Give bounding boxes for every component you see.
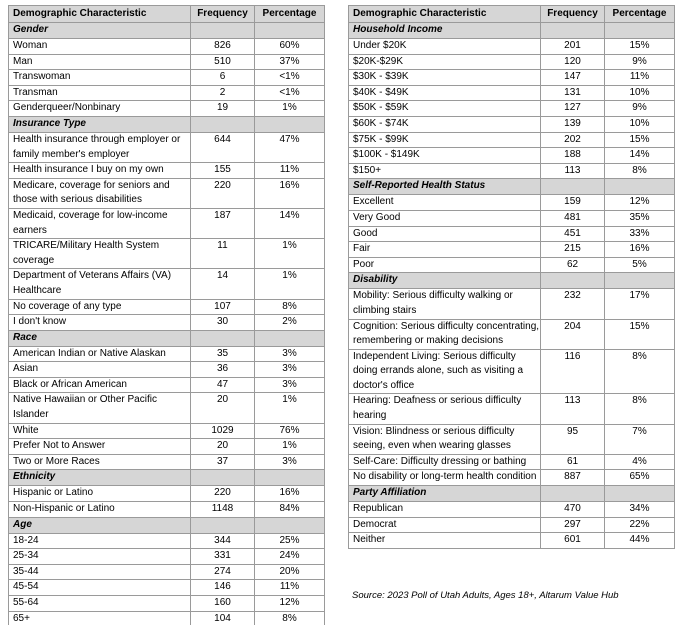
row-label: Good <box>349 226 541 242</box>
row-frequency: 120 <box>541 54 605 70</box>
row-label: Independent Living: Serious difficulty doing errands alone, such as visiting a doctor's office <box>349 349 541 394</box>
row-label: American Indian or Native Alaskan <box>9 346 191 362</box>
section-blank <box>541 23 605 39</box>
row-label: Health insurance I buy on my own <box>9 163 191 179</box>
table-row <box>9 549 325 565</box>
row-label: Native Hawaiian or Other Pacific Islander <box>9 393 191 423</box>
table-row <box>349 257 675 273</box>
row-label: $150+ <box>349 163 541 179</box>
row-frequency: 35 <box>191 346 255 362</box>
section-header-row <box>349 179 675 195</box>
row-label: Asian <box>9 362 191 378</box>
table-row <box>349 349 675 394</box>
row-percentage: 25% <box>255 533 325 549</box>
row-label: 45-54 <box>9 580 191 596</box>
row-percentage: 8% <box>255 299 325 315</box>
table-row <box>349 242 675 258</box>
row-frequency: 155 <box>191 163 255 179</box>
row-percentage: 65% <box>605 470 675 486</box>
row-frequency: 104 <box>191 611 255 625</box>
section-title: Insurance Type <box>9 116 191 132</box>
row-percentage: 9% <box>605 54 675 70</box>
row-label: Woman <box>9 39 191 55</box>
row-frequency: 62 <box>541 257 605 273</box>
table-row <box>9 346 325 362</box>
section-blank <box>255 470 325 486</box>
table-row <box>9 54 325 70</box>
table-row <box>9 269 325 299</box>
row-label: Health insurance through employer or family member's employer <box>9 132 191 162</box>
row-frequency: 601 <box>541 533 605 549</box>
row-frequency: 201 <box>541 39 605 55</box>
row-percentage: 16% <box>255 178 325 208</box>
row-frequency: 19 <box>191 101 255 117</box>
table-header-row <box>9 6 325 23</box>
table-row <box>349 116 675 132</box>
left-table-body <box>9 6 325 625</box>
section-blank <box>191 330 255 346</box>
section-blank <box>255 517 325 533</box>
section-header-row <box>9 23 325 39</box>
section-blank <box>541 486 605 502</box>
table-row <box>9 299 325 315</box>
row-percentage: 1% <box>255 269 325 299</box>
row-label: Department of Veterans Affairs (VA) Healthcare <box>9 269 191 299</box>
row-label: No coverage of any type <box>9 299 191 315</box>
row-percentage: <1% <box>255 70 325 86</box>
row-frequency: 331 <box>191 549 255 565</box>
section-blank <box>541 273 605 289</box>
section-title: Age <box>9 517 191 533</box>
table-row <box>9 101 325 117</box>
row-label: Poor <box>349 257 541 273</box>
row-percentage: 11% <box>255 580 325 596</box>
row-percentage: 8% <box>605 349 675 394</box>
header-frequency: Frequency <box>541 6 605 23</box>
table-row <box>349 502 675 518</box>
table-row <box>349 39 675 55</box>
row-frequency: 344 <box>191 533 255 549</box>
row-label: I don't know <box>9 315 191 331</box>
row-percentage: 12% <box>255 596 325 612</box>
header-percentage: Percentage <box>605 6 675 23</box>
row-percentage: 1% <box>255 439 325 455</box>
row-label: Cognition: Serious difficulty concentrating, remembering or making decisions <box>349 319 541 349</box>
row-label: Medicaid, coverage for low-income earners <box>9 208 191 238</box>
row-frequency: 113 <box>541 163 605 179</box>
row-label: $100K - $149K <box>349 148 541 164</box>
row-percentage: 1% <box>255 393 325 423</box>
row-label: $40K - $49K <box>349 85 541 101</box>
table-row <box>9 486 325 502</box>
row-frequency: 887 <box>541 470 605 486</box>
row-percentage: 60% <box>255 39 325 55</box>
section-title: Disability <box>349 273 541 289</box>
row-frequency: 37 <box>191 454 255 470</box>
row-percentage: 16% <box>605 242 675 258</box>
row-frequency: 20 <box>191 439 255 455</box>
table-row <box>9 208 325 238</box>
row-label: $75K - $99K <box>349 132 541 148</box>
row-percentage: 33% <box>605 226 675 242</box>
row-frequency: 202 <box>541 132 605 148</box>
row-frequency: 107 <box>191 299 255 315</box>
table-row <box>9 70 325 86</box>
row-frequency: 274 <box>191 564 255 580</box>
table-row <box>9 85 325 101</box>
row-percentage: 10% <box>605 116 675 132</box>
row-percentage: 35% <box>605 210 675 226</box>
table-row <box>349 148 675 164</box>
section-header-row <box>9 330 325 346</box>
row-frequency: 481 <box>541 210 605 226</box>
row-label: Black or African American <box>9 377 191 393</box>
section-blank <box>541 179 605 195</box>
row-label: $30K - $39K <box>349 70 541 86</box>
section-blank <box>255 116 325 132</box>
header-percentage: Percentage <box>255 6 325 23</box>
row-label: $50K - $59K <box>349 101 541 117</box>
row-percentage: 37% <box>255 54 325 70</box>
row-label: Prefer Not to Answer <box>9 439 191 455</box>
row-percentage: 3% <box>255 377 325 393</box>
table-row <box>349 319 675 349</box>
table-row <box>349 289 675 319</box>
row-label: Mobility: Serious difficulty walking or climbing stairs <box>349 289 541 319</box>
section-title: Race <box>9 330 191 346</box>
table-row <box>9 362 325 378</box>
section-header-row <box>349 273 675 289</box>
header-frequency: Frequency <box>191 6 255 23</box>
table-row <box>9 377 325 393</box>
row-frequency: 204 <box>541 319 605 349</box>
row-frequency: 61 <box>541 454 605 470</box>
header-characteristic: Demographic Characteristic <box>9 6 191 23</box>
row-frequency: 20 <box>191 393 255 423</box>
row-frequency: 451 <box>541 226 605 242</box>
row-label: 35-44 <box>9 564 191 580</box>
table-row <box>9 454 325 470</box>
row-label: Republican <box>349 502 541 518</box>
row-frequency: 30 <box>191 315 255 331</box>
row-frequency: 220 <box>191 178 255 208</box>
demographics-table-right <box>348 5 675 549</box>
section-blank <box>191 116 255 132</box>
row-percentage: 11% <box>605 70 675 86</box>
row-label: Man <box>9 54 191 70</box>
row-frequency: 36 <box>191 362 255 378</box>
row-frequency: 1148 <box>191 502 255 518</box>
row-frequency: 232 <box>541 289 605 319</box>
table-row <box>349 470 675 486</box>
table-row <box>9 596 325 612</box>
row-label: Transwoman <box>9 70 191 86</box>
section-header-row <box>349 486 675 502</box>
section-blank <box>191 470 255 486</box>
row-frequency: 470 <box>541 502 605 518</box>
row-frequency: 220 <box>191 486 255 502</box>
row-label: Fair <box>349 242 541 258</box>
row-label: Hearing: Deafness or serious difficulty hearing <box>349 394 541 424</box>
row-frequency: 116 <box>541 349 605 394</box>
row-label: Excellent <box>349 195 541 211</box>
table-row <box>349 394 675 424</box>
row-label: Transman <box>9 85 191 101</box>
row-label: Hispanic or Latino <box>9 486 191 502</box>
row-label: Self-Care: Difficulty dressing or bathing <box>349 454 541 470</box>
table-row <box>9 423 325 439</box>
section-blank <box>191 23 255 39</box>
row-label: TRICARE/Military Health System coverage <box>9 239 191 269</box>
table-row <box>349 424 675 454</box>
row-percentage: 76% <box>255 423 325 439</box>
table-row <box>349 163 675 179</box>
table-header-row <box>349 6 675 23</box>
section-blank <box>605 486 675 502</box>
row-percentage: 84% <box>255 502 325 518</box>
section-title: Self-Reported Health Status <box>349 179 541 195</box>
section-title: Party Affiliation <box>349 486 541 502</box>
section-title: Household Income <box>349 23 541 39</box>
row-percentage: 3% <box>255 454 325 470</box>
table-row <box>9 439 325 455</box>
section-title: Gender <box>9 23 191 39</box>
row-percentage: 11% <box>255 163 325 179</box>
row-label: Two or More Races <box>9 454 191 470</box>
table-row <box>9 163 325 179</box>
section-header-row <box>9 470 325 486</box>
table-row <box>349 70 675 86</box>
row-frequency: 147 <box>541 70 605 86</box>
table-row <box>9 611 325 625</box>
row-percentage: 7% <box>605 424 675 454</box>
row-percentage: 1% <box>255 101 325 117</box>
section-blank <box>191 517 255 533</box>
row-percentage: 8% <box>255 611 325 625</box>
section-header-row <box>9 116 325 132</box>
header-characteristic: Demographic Characteristic <box>349 6 541 23</box>
table-row <box>9 239 325 269</box>
row-percentage: 15% <box>605 319 675 349</box>
table-row <box>349 195 675 211</box>
row-label: Under $20K <box>349 39 541 55</box>
right-table-body <box>349 6 675 549</box>
row-label: $20K-$29K <box>349 54 541 70</box>
row-label: 65+ <box>9 611 191 625</box>
table-row <box>9 564 325 580</box>
row-label: Medicare, coverage for seniors and those with serious disabilities <box>9 178 191 208</box>
table-row <box>9 393 325 423</box>
table-row <box>9 39 325 55</box>
row-frequency: 146 <box>191 580 255 596</box>
row-percentage: 22% <box>605 517 675 533</box>
row-label: Democrat <box>349 517 541 533</box>
row-percentage: <1% <box>255 85 325 101</box>
row-percentage: 20% <box>255 564 325 580</box>
table-row <box>9 533 325 549</box>
row-frequency: 2 <box>191 85 255 101</box>
row-percentage: 5% <box>605 257 675 273</box>
row-frequency: 510 <box>191 54 255 70</box>
row-frequency: 47 <box>191 377 255 393</box>
row-frequency: 188 <box>541 148 605 164</box>
source-note: Source: 2023 Poll of Utah Adults, Ages 18+, Altarum Value Hub <box>352 590 619 601</box>
section-blank <box>605 23 675 39</box>
row-percentage: 24% <box>255 549 325 565</box>
row-percentage: 15% <box>605 132 675 148</box>
row-frequency: 159 <box>541 195 605 211</box>
row-percentage: 3% <box>255 362 325 378</box>
row-percentage: 16% <box>255 486 325 502</box>
row-label: $60K - $74K <box>349 116 541 132</box>
row-frequency: 6 <box>191 70 255 86</box>
row-percentage: 9% <box>605 101 675 117</box>
table-row <box>349 85 675 101</box>
row-label: Vision: Blindness or serious difficulty seeing, even when wearing glasses <box>349 424 541 454</box>
row-label: 18-24 <box>9 533 191 549</box>
row-percentage: 12% <box>605 195 675 211</box>
row-percentage: 47% <box>255 132 325 162</box>
table-row <box>349 210 675 226</box>
section-blank <box>255 23 325 39</box>
section-header-row <box>349 23 675 39</box>
table-row <box>349 101 675 117</box>
section-blank <box>605 273 675 289</box>
section-header-row <box>9 517 325 533</box>
row-percentage: 17% <box>605 289 675 319</box>
table-row <box>349 533 675 549</box>
table-row <box>9 580 325 596</box>
table-row <box>349 132 675 148</box>
table-row <box>349 226 675 242</box>
row-label: Very Good <box>349 210 541 226</box>
row-percentage: 8% <box>605 163 675 179</box>
row-percentage: 15% <box>605 39 675 55</box>
row-frequency: 131 <box>541 85 605 101</box>
row-frequency: 826 <box>191 39 255 55</box>
row-frequency: 160 <box>191 596 255 612</box>
row-label: Non-Hispanic or Latino <box>9 502 191 518</box>
table-row <box>9 178 325 208</box>
row-frequency: 14 <box>191 269 255 299</box>
row-percentage: 14% <box>255 208 325 238</box>
row-frequency: 139 <box>541 116 605 132</box>
row-label: Neither <box>349 533 541 549</box>
row-percentage: 10% <box>605 85 675 101</box>
row-frequency: 11 <box>191 239 255 269</box>
row-label: 25-34 <box>9 549 191 565</box>
row-frequency: 187 <box>191 208 255 238</box>
row-frequency: 127 <box>541 101 605 117</box>
table-row <box>9 132 325 162</box>
row-frequency: 215 <box>541 242 605 258</box>
row-frequency: 644 <box>191 132 255 162</box>
row-frequency: 1029 <box>191 423 255 439</box>
row-label: Genderqueer/Nonbinary <box>9 101 191 117</box>
row-percentage: 4% <box>605 454 675 470</box>
row-percentage: 2% <box>255 315 325 331</box>
row-percentage: 34% <box>605 502 675 518</box>
demographics-table-left <box>8 5 325 625</box>
row-label: No disability or long-term health condition <box>349 470 541 486</box>
table-row <box>9 315 325 331</box>
table-row <box>349 54 675 70</box>
row-percentage: 14% <box>605 148 675 164</box>
table-row <box>9 502 325 518</box>
section-blank <box>255 330 325 346</box>
table-row <box>349 454 675 470</box>
row-percentage: 1% <box>255 239 325 269</box>
section-blank <box>605 179 675 195</box>
row-percentage: 44% <box>605 533 675 549</box>
row-label: 55-64 <box>9 596 191 612</box>
section-title: Ethnicity <box>9 470 191 486</box>
table-row <box>349 517 675 533</box>
row-percentage: 3% <box>255 346 325 362</box>
row-percentage: 8% <box>605 394 675 424</box>
row-frequency: 297 <box>541 517 605 533</box>
row-label: White <box>9 423 191 439</box>
row-frequency: 95 <box>541 424 605 454</box>
row-frequency: 113 <box>541 394 605 424</box>
